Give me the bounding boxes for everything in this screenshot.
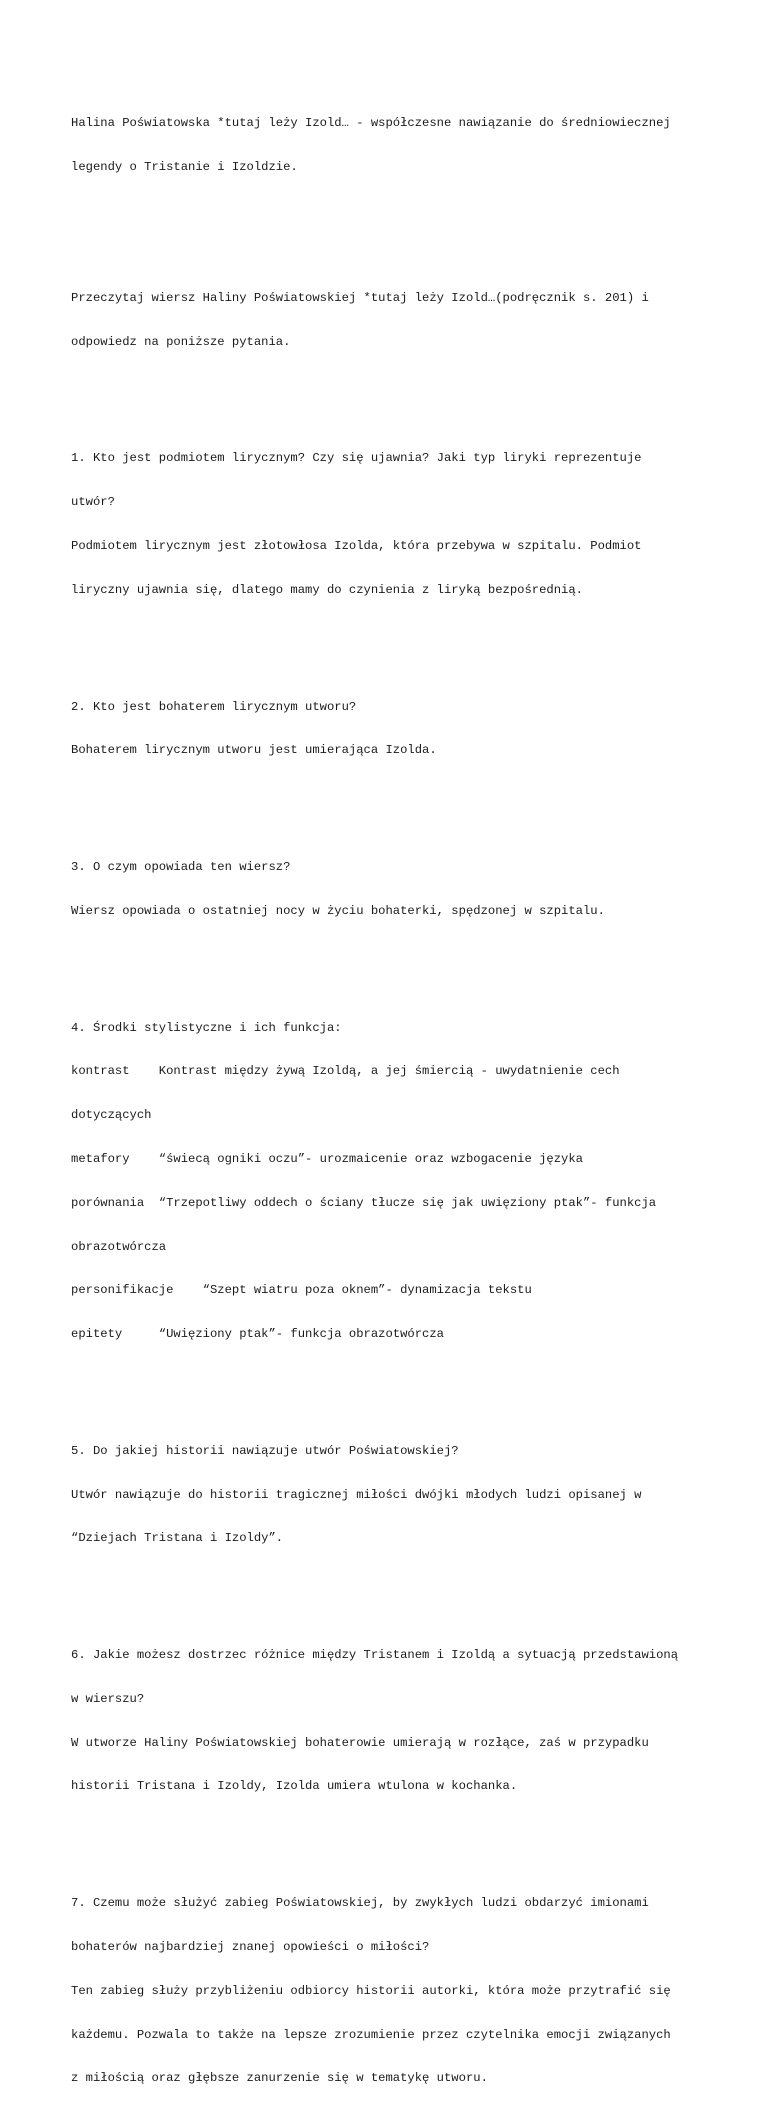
- device-kontrast-cont: dotyczących: [71, 1108, 152, 1123]
- device-porownania: porównania “Trzepotliwy oddech o ściany tłucze się jak uwięziony ptak”- funkcja: [71, 1195, 657, 1210]
- device-personifikacje: personifikacje “Szept wiatru poza oknem”- dynamizacja tekstu: [71, 1283, 532, 1298]
- question-2: 2. Kto jest bohaterem lirycznym utworu?: [71, 699, 357, 714]
- answer-6-line-1: W utworze Haliny Poświatowskiej bohaterowie umierają w rozłące, zaś w przypadku: [71, 1735, 649, 1750]
- answer-1-line-2: liryczny ujawnia się, dlatego mamy do czynienia z liryką bezpośrednią.: [71, 582, 583, 597]
- question-3: 3. O czym opowiada ten wiersz?: [71, 860, 291, 875]
- question-7-line-1: 7. Czemu może służyć zabieg Poświatowskiej, by zwykłych ludzi obdarzyć imionami: [71, 1896, 649, 1911]
- document-title-line-1: Halina Poświatowska *tutaj leży Izold… - współczesne nawiązanie do średniowiecznej: [71, 115, 671, 130]
- spacer: [71, 627, 731, 642]
- answer-7-line-1: Ten zabieg służy przybliżeniu odbiorcy historii autorki, która może przytrafić się: [71, 1983, 671, 1998]
- device-metafory: metafory “świecą ogniki oczu”- urozmaicenie oraz wzbogacenie języka: [71, 1151, 583, 1166]
- question-1-line-2: utwór?: [71, 495, 115, 510]
- answer-7-line-3: z miłością oraz głębsze zanurzenie się w tematykę utworu.: [71, 2071, 488, 2086]
- document-title-line-2: legendy o Tristanie i Izoldzie.: [71, 159, 298, 174]
- intro-line-2: odpowiedz na poniższe pytania.: [71, 334, 291, 349]
- question-6-line-1: 6. Jakie możesz dostrzec różnice między Tristanem i Izoldą a sytuacją przedstawioną: [71, 1648, 679, 1663]
- spacer: [71, 787, 731, 802]
- answer-3: Wiersz opowiada o ostatniej nocy w życiu bohaterki, spędzonej w szpitalu.: [71, 903, 605, 918]
- question-7-line-2: bohaterów najbardziej znanej opowieści o miłości?: [71, 1940, 430, 1954]
- device-porownania-cont: obrazotwórcza: [71, 1239, 167, 1254]
- question-6-line-2: w wierszu?: [71, 1691, 145, 1706]
- spacer: [71, 948, 731, 963]
- answer-5-line-2: “Dziejach Tristana i Izoldy”.: [71, 1531, 284, 1546]
- question-1-line-1: 1. Kto jest podmiotem lirycznym? Czy się ujawnia? Jaki typ liryki reprezentuje: [71, 451, 642, 466]
- document-body: [71, 72, 731, 2101]
- answer-7-line-2: każdemu. Pozwala to także na lepsze zrozumienie przez czytelnika emocji związanych: [71, 2027, 671, 2042]
- spacer: [71, 378, 731, 393]
- answer-1-line-1: Podmiotem lirycznym jest złotowłosa Izolda, która przebywa w szpitalu. Podmiot: [71, 539, 642, 553]
- device-epitety: epitety “Uwięziony ptak”- funkcja obrazotwórcza: [71, 1327, 444, 1342]
- answer-6-line-2: historii Tristana i Izoldy, Izolda umiera wtulona w kochanka.: [71, 1779, 518, 1794]
- question-5: 5. Do jakiej historii nawiązuje utwór Poświatowskiej?: [71, 1443, 459, 1458]
- question-4: 4. Środki stylistyczne i ich funkcja:: [71, 1020, 342, 1035]
- answer-2: Bohaterem lirycznym utworu jest umierająca Izolda.: [71, 743, 437, 758]
- spacer: [71, 1575, 731, 1590]
- spacer: [71, 1823, 731, 1838]
- answer-5-line-1: Utwór nawiązuje do historii tragicznej miłości dwójki młodych ludzi opisanej w: [71, 1487, 642, 1502]
- spacer: [71, 203, 731, 232]
- device-kontrast: kontrast Kontrast między żywą Izoldą, a jej śmiercią - uwydatnienie cech: [71, 1064, 620, 1079]
- intro-line-1: Przeczytaj wiersz Haliny Poświatowskiej *tutaj leży Izold…(podręcznik s. 201) i: [71, 290, 649, 305]
- spacer: [71, 1371, 731, 1386]
